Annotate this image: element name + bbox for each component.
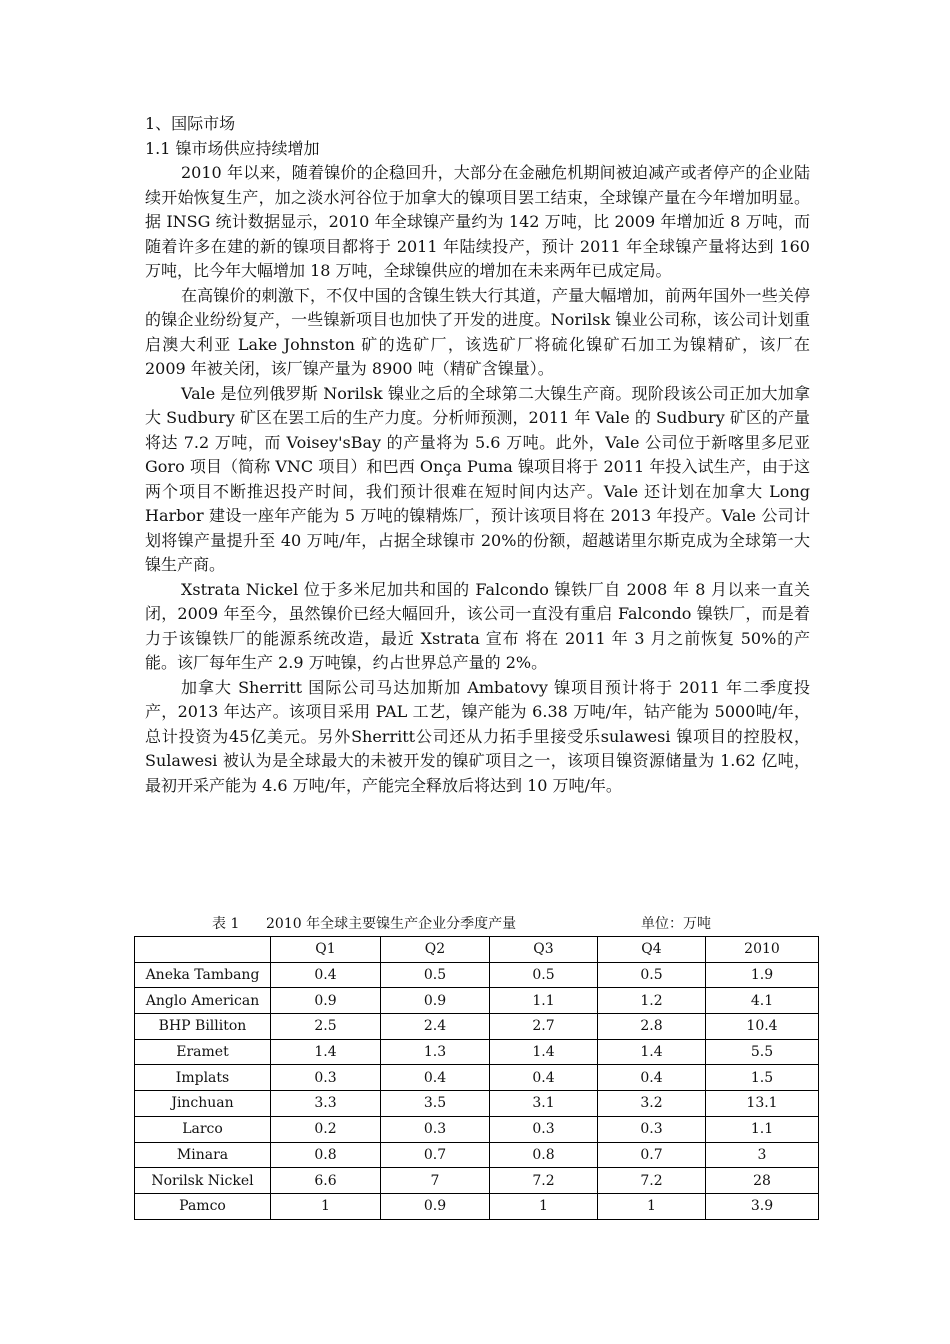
- production-table: [134, 936, 819, 1220]
- value-cell: 1: [271, 1193, 381, 1219]
- value-cell: 1.2: [598, 988, 706, 1014]
- table-caption-unit: 单位：万吨: [641, 916, 711, 932]
- table-row: [135, 1193, 819, 1219]
- table-row: [135, 988, 819, 1014]
- company-cell: Pamco: [135, 1193, 271, 1219]
- document-body: [145, 112, 810, 798]
- value-cell: 0.4: [271, 962, 381, 988]
- value-cell: 3.9: [706, 1193, 819, 1219]
- value-cell: 0.3: [271, 1065, 381, 1091]
- value-cell: 3.5: [381, 1091, 490, 1117]
- value-cell: 7.2: [490, 1168, 598, 1194]
- value-cell: 0.4: [490, 1065, 598, 1091]
- value-cell: 0.3: [598, 1116, 706, 1142]
- table-caption-number: 表 1: [212, 916, 240, 932]
- table-row: [135, 1168, 819, 1194]
- table-row: [135, 1014, 819, 1040]
- header-cell: Q1: [271, 937, 381, 963]
- header-cell: 2010: [706, 937, 819, 963]
- company-cell: BHP Billiton: [135, 1014, 271, 1040]
- paragraph: 2010 年以来，随着镍价的企稳回升，大部分在金融危机期间被迫减产或者停产的企业陆续开始恢复生产，加之淡水河谷位于加拿大的镍项目罢工结束，全球镍产量在今年增加明显。据 INSG 统计数据显示，2010 年全球镍产量约为 142 万吨，比 2009 年增加近 8 万吨，而随着许多在建的新的镍项目都将于 2011 年陆续投产，预计 2011 年全球镍产量将达到 160 万吨，比今年大幅增加 18 万吨，全球镍供应的增加在未来两年已成定局。: [145, 163, 810, 280]
- value-cell: 1.5: [706, 1065, 819, 1091]
- header-cell: Q3: [490, 937, 598, 963]
- value-cell: 1.1: [706, 1116, 819, 1142]
- value-cell: 0.5: [381, 962, 490, 988]
- company-cell: Aneka Tambang: [135, 962, 271, 988]
- company-cell: Anglo American: [135, 988, 271, 1014]
- value-cell: 4.1: [706, 988, 819, 1014]
- value-cell: 6.6: [271, 1168, 381, 1194]
- value-cell: 7.2: [598, 1168, 706, 1194]
- value-cell: 0.8: [271, 1142, 381, 1168]
- value-cell: 0.7: [381, 1142, 490, 1168]
- value-cell: 7: [381, 1168, 490, 1194]
- value-cell: 0.4: [381, 1065, 490, 1091]
- value-cell: 3.2: [598, 1091, 706, 1117]
- table-row: [135, 962, 819, 988]
- value-cell: 2.5: [271, 1014, 381, 1040]
- value-cell: 0.2: [271, 1116, 381, 1142]
- value-cell: 28: [706, 1168, 819, 1194]
- value-cell: 0.3: [381, 1116, 490, 1142]
- value-cell: 1.4: [271, 1039, 381, 1065]
- company-cell: Norilsk Nickel: [135, 1168, 271, 1194]
- value-cell: 1.3: [381, 1039, 490, 1065]
- value-cell: 3.3: [271, 1091, 381, 1117]
- header-cell: Q2: [381, 937, 490, 963]
- value-cell: 10.4: [706, 1014, 819, 1040]
- value-cell: 0.5: [490, 962, 598, 988]
- value-cell: 2.7: [490, 1014, 598, 1040]
- value-cell: 2.8: [598, 1014, 706, 1040]
- value-cell: 1.4: [490, 1039, 598, 1065]
- value-cell: 13.1: [706, 1091, 819, 1117]
- table-row: [135, 1039, 819, 1065]
- company-cell: Jinchuan: [135, 1091, 271, 1117]
- table-row: [135, 1116, 819, 1142]
- table-caption: [212, 914, 772, 934]
- paragraph: 在高镍价的刺激下，不仅中国的含镍生铁大行其道，产量大幅增加，前两年国外一些关停的镍企业纷纷复产，一些镍新项目也加快了开发的进度。Norilsk 镍业公司称，该公司计划重启澳大利亚 Lake Johnston 矿的选矿厂，该选矿厂将硫化镍矿石加工为镍精矿，该厂在 2009 年被关闭，该厂镍产量为 8900 吨（精矿含镍量）。: [145, 285, 810, 378]
- table-row: [135, 1065, 819, 1091]
- table-row: [135, 1091, 819, 1117]
- value-cell: 2.4: [381, 1014, 490, 1040]
- table-caption-title: 2010 年全球主要镍生产企业分季度产量: [266, 916, 517, 932]
- value-cell: 1.4: [598, 1039, 706, 1065]
- table-header-row: [135, 937, 819, 963]
- value-cell: 0.7: [598, 1142, 706, 1168]
- table-row: [135, 1142, 819, 1168]
- value-cell: 1: [490, 1193, 598, 1219]
- value-cell: 0.4: [598, 1065, 706, 1091]
- company-cell: Implats: [135, 1065, 271, 1091]
- value-cell: 0.9: [381, 1193, 490, 1219]
- value-cell: 1: [598, 1193, 706, 1219]
- value-cell: 0.3: [490, 1116, 598, 1142]
- section-title: 1、国际市场: [145, 114, 236, 133]
- value-cell: 0.9: [271, 988, 381, 1014]
- company-cell: Larco: [135, 1116, 271, 1142]
- value-cell: 0.5: [598, 962, 706, 988]
- paragraph: Vale 是位列俄罗斯 Norilsk 镍业之后的全球第二大镍生产商。现阶段该公司正加大加拿大 Sudbury 矿区在罢工后的生产力度。分析师预测，2011 年 Vale 的 Sudbury 矿区的产量将达 7.2 万吨，而 Voisey'sBay 的产量将为 5.6 万吨。此外，Vale 公司位于新喀里多尼亚 Goro 项目（简称 VNC 项目）和巴西 Onça Puma 镍项目将于 2011 年投入试生产，由于这两个项目不断推迟投产时间，我们预计很难在短时间内达产。Vale 还计划在加拿大 Long Harbor 建设一座年产能为 5 万吨的镍精炼厂，预计该项目将在 2013 年投产。Vale 公司计划将镍产量提升至 40 万吨/年，占据全球镍市 20%的份额，超越诺里尔斯克成为全球第一大镍生产商。: [145, 383, 810, 574]
- paragraph: Xstrata Nickel 位于多米尼加共和国的 Falcondo 镍铁厂自 2008 年 8 月以来一直关闭，2009 年至今，虽然镍价已经大幅回升，该公司一直没有重启 Falcondo 镍铁厂，而是着力于该镍铁厂的能源系统改造，最近 Xstrata 宣布 将在 2011 年 3 月之前恢复 50%的产能。该厂每年生产 2.9 万吨镍，约占世界总产量的 2%。: [145, 579, 810, 672]
- value-cell: 1.1: [490, 988, 598, 1014]
- section-subtitle: 1.1 镍市场供应持续增加: [145, 138, 320, 158]
- value-cell: 5.5: [706, 1039, 819, 1065]
- value-cell: 3: [706, 1142, 819, 1168]
- header-cell: Q4: [598, 937, 706, 963]
- value-cell: 3.1: [490, 1091, 598, 1117]
- company-cell: Eramet: [135, 1039, 271, 1065]
- value-cell: 0.9: [381, 988, 490, 1014]
- value-cell: 0.8: [490, 1142, 598, 1168]
- company-cell: Minara: [135, 1142, 271, 1168]
- header-cell-blank: [135, 937, 271, 963]
- paragraph: 加拿大 Sherritt 国际公司马达加斯加 Ambatovy 镍项目预计将于 2011 年二季度投产，2013 年达产。该项目采用 PAL 工艺，镍产能为 6.38 万吨/年，钴产能为 5000吨/年，总计投资为45亿美元。另外Sherritt公司还从力拓手里接受乐sulawesi 镍项目的控股权，Sulawesi 被认为是全球最大的未被开发的镍矿项目之一，该项目镍资源储量为 1.62 亿吨，最初开采产能为 4.6 万吨/年，产能完全释放后将达到 10 万吨/年。: [145, 677, 810, 795]
- value-cell: 1.9: [706, 962, 819, 988]
